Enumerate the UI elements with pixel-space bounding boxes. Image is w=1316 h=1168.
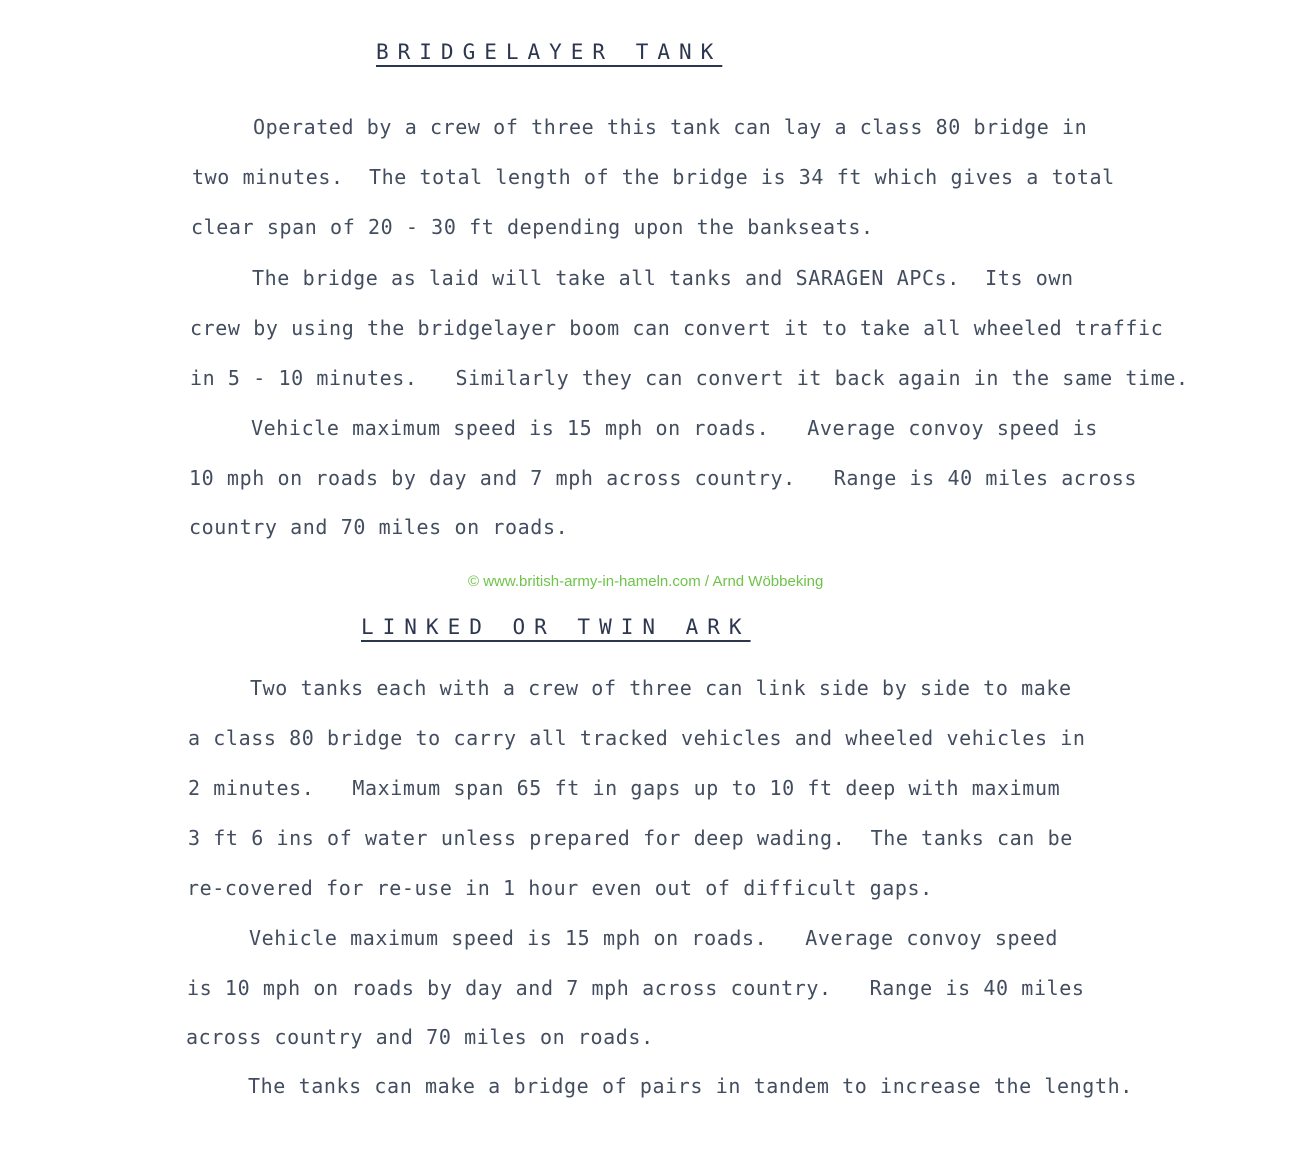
paragraph-line: crew by using the bridgelayer boom can convert it to take all wheeled traffic — [190, 316, 1164, 340]
paragraph-line: clear span of 20 - 30 ft depending upon the bankseats. — [191, 215, 874, 239]
paragraph-line: Two tanks each with a crew of three can link side by side to make — [250, 676, 1072, 700]
section-title-linked-or-twin-ark: LINKED OR TWIN ARK — [361, 615, 751, 639]
paragraph-line: is 10 mph on roads by day and 7 mph across country. Range is 40 miles — [187, 976, 1085, 1000]
copyright-watermark: © www.british-army-in-hameln.com / Arnd Wöbbeking — [468, 573, 824, 590]
paragraph-line: The tanks can make a bridge of pairs in tandem to increase the length. — [248, 1074, 1133, 1098]
section-title-bridgelayer-tank: BRIDGELAYER TANK — [376, 40, 723, 64]
paragraph-line: across country and 70 miles on roads. — [186, 1025, 654, 1049]
paragraph-line: 10 mph on roads by day and 7 mph across country. Range is 40 miles across — [189, 466, 1138, 490]
paragraph-line: in 5 - 10 minutes. Similarly they can convert it back again in the same time. — [190, 366, 1189, 390]
paragraph-line: two minutes. The total length of the bridge is 34 ft which gives a total — [192, 165, 1115, 189]
paragraph-line: Vehicle maximum speed is 15 mph on roads. Average convoy speed — [249, 926, 1059, 950]
paragraph-line: Vehicle maximum speed is 15 mph on roads. Average convoy speed is — [251, 416, 1098, 440]
paragraph-line: The bridge as laid will take all tanks and SARAGEN APCs. Its own — [252, 266, 1074, 290]
paragraph-line: country and 70 miles on roads. — [189, 515, 569, 539]
paragraph-line: 3 ft 6 ins of water unless prepared for deep wading. The tanks can be — [188, 826, 1073, 850]
paragraph-line: a class 80 bridge to carry all tracked vehicles and wheeled vehicles in — [188, 726, 1086, 750]
paragraph-line: re-covered for re-use in 1 hour even out of difficult gaps. — [187, 876, 933, 900]
paragraph-line: 2 minutes. Maximum span 65 ft in gaps up to 10 ft deep with maximum — [188, 776, 1061, 800]
paragraph-line: Operated by a crew of three this tank can lay a class 80 bridge in — [253, 115, 1088, 139]
